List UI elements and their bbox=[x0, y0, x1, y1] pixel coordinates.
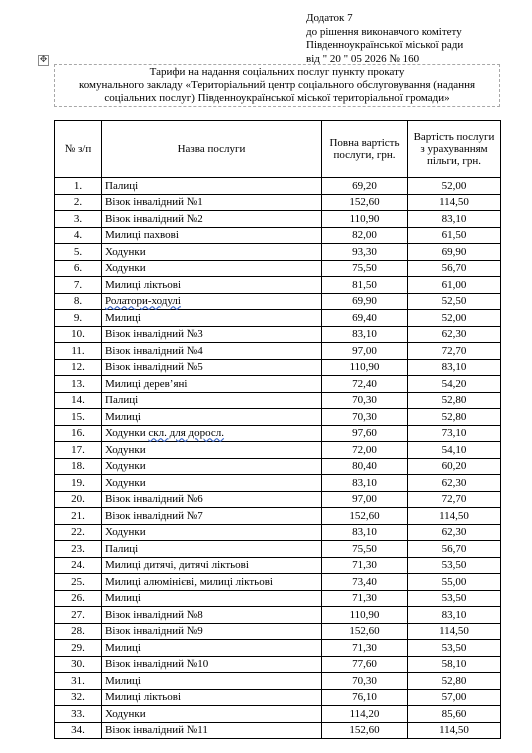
table-row bbox=[55, 491, 501, 508]
full-cost: 69,40 bbox=[322, 310, 408, 327]
table-row bbox=[55, 673, 501, 690]
service-name: Візок інвалідний №9 bbox=[102, 623, 322, 640]
discount-cost: 61,00 bbox=[408, 277, 501, 294]
table-row bbox=[55, 590, 501, 607]
full-cost: 77,60 bbox=[322, 656, 408, 673]
service-name: Візок інвалідний №5 bbox=[102, 359, 322, 376]
service-name: Милиці ліктьові bbox=[102, 689, 322, 706]
full-cost: 110,90 bbox=[322, 359, 408, 376]
row-number: 22. bbox=[55, 524, 102, 541]
service-name: Милиці bbox=[102, 590, 322, 607]
discount-cost: 52,50 bbox=[408, 293, 501, 310]
full-cost: 110,90 bbox=[322, 607, 408, 624]
row-number: 2. bbox=[55, 194, 102, 211]
appendix-council: Південноукраїнської міської ради bbox=[306, 39, 464, 51]
title-line-2: комунального закладу «Територіальний центр соціального обслуговування (надання bbox=[78, 79, 476, 91]
discount-cost: 52,80 bbox=[408, 409, 501, 426]
row-number: 20. bbox=[55, 491, 102, 508]
table-row bbox=[55, 277, 501, 294]
service-name: Милиці bbox=[102, 409, 322, 426]
full-cost: 69,90 bbox=[322, 293, 408, 310]
table-row bbox=[55, 722, 501, 739]
full-cost: 72,40 bbox=[322, 376, 408, 393]
full-cost: 97,60 bbox=[322, 425, 408, 442]
table-row bbox=[55, 392, 501, 409]
discount-cost: 114,50 bbox=[408, 194, 501, 211]
service-name: Милиці пахвові bbox=[102, 227, 322, 244]
table-row bbox=[55, 376, 501, 393]
discount-cost: 69,90 bbox=[408, 244, 501, 261]
table-row bbox=[55, 524, 501, 541]
table-row bbox=[55, 409, 501, 426]
table-row bbox=[55, 623, 501, 640]
full-cost: 152,60 bbox=[322, 623, 408, 640]
service-name: Ходунки bbox=[102, 524, 322, 541]
service-name: Милиці дерев’яні bbox=[102, 376, 322, 393]
discount-cost: 62,30 bbox=[408, 524, 501, 541]
discount-cost: 83,10 bbox=[408, 359, 501, 376]
row-number: 14. bbox=[55, 392, 102, 409]
full-cost: 152,60 bbox=[322, 508, 408, 525]
row-number: 4. bbox=[55, 227, 102, 244]
full-cost: 82,00 bbox=[322, 227, 408, 244]
table-row bbox=[55, 475, 501, 492]
full-cost: 110,90 bbox=[322, 211, 408, 228]
row-number: 6. bbox=[55, 260, 102, 277]
discount-cost: 72,70 bbox=[408, 343, 501, 360]
table-body bbox=[55, 178, 501, 739]
service-name: Візок інвалідний №6 bbox=[102, 491, 322, 508]
row-number: 15. bbox=[55, 409, 102, 426]
full-cost: 71,30 bbox=[322, 557, 408, 574]
table-row bbox=[55, 689, 501, 706]
appendix-number: Додаток 7 bbox=[306, 12, 353, 24]
service-name: Візок інвалідний №4 bbox=[102, 343, 322, 360]
discount-cost: 58,10 bbox=[408, 656, 501, 673]
table-row bbox=[55, 211, 501, 228]
row-number: 30. bbox=[55, 656, 102, 673]
full-cost: 70,30 bbox=[322, 409, 408, 426]
table-row bbox=[55, 194, 501, 211]
table-row bbox=[55, 293, 501, 310]
full-cost: 152,60 bbox=[322, 722, 408, 739]
discount-cost: 114,50 bbox=[408, 722, 501, 739]
row-number: 12. bbox=[55, 359, 102, 376]
service-name: Візок інвалідний №11 bbox=[102, 722, 322, 739]
service-name: Ходунки bbox=[102, 244, 322, 261]
table-row bbox=[55, 607, 501, 624]
row-number: 5. bbox=[55, 244, 102, 261]
discount-cost: 53,50 bbox=[408, 557, 501, 574]
discount-cost: 52,00 bbox=[408, 310, 501, 327]
appendix-date: від " 20 " 05 2026 № 160 bbox=[306, 52, 420, 65]
tariff-table bbox=[54, 120, 501, 739]
header-discount-cost: Вартість послуги з урахуванням пільги, грн. bbox=[408, 121, 501, 178]
row-number: 13. bbox=[55, 376, 102, 393]
discount-cost: 62,30 bbox=[408, 475, 501, 492]
row-number: 25. bbox=[55, 574, 102, 591]
full-cost: 83,10 bbox=[322, 475, 408, 492]
table-row bbox=[55, 574, 501, 591]
full-cost: 70,30 bbox=[322, 392, 408, 409]
full-cost: 81,50 bbox=[322, 277, 408, 294]
row-number: 32. bbox=[55, 689, 102, 706]
row-number: 8. bbox=[55, 293, 102, 310]
row-number: 24. bbox=[55, 557, 102, 574]
full-cost: 75,50 bbox=[322, 260, 408, 277]
discount-cost: 56,70 bbox=[408, 541, 501, 558]
table-row bbox=[55, 425, 501, 442]
service-name: Візок інвалідний №7 bbox=[102, 508, 322, 525]
row-number: 28. bbox=[55, 623, 102, 640]
table-row bbox=[55, 244, 501, 261]
full-cost: 75,50 bbox=[322, 541, 408, 558]
header-full-cost: Повна вартість послуги, грн. bbox=[322, 121, 408, 178]
discount-cost: 57,00 bbox=[408, 689, 501, 706]
move-anchor-icon[interactable]: ✥ bbox=[39, 55, 48, 65]
table-row bbox=[55, 310, 501, 327]
discount-cost: 52,80 bbox=[408, 673, 501, 690]
row-number: 18. bbox=[55, 458, 102, 475]
full-cost: 83,10 bbox=[322, 326, 408, 343]
discount-cost: 85,60 bbox=[408, 706, 501, 723]
service-name: Милиці bbox=[102, 640, 322, 657]
table-row bbox=[55, 260, 501, 277]
appendix-header bbox=[306, 12, 516, 66]
service-name: Ходунки bbox=[102, 260, 322, 277]
table-row bbox=[55, 706, 501, 723]
discount-cost: 52,80 bbox=[408, 392, 501, 409]
document-title bbox=[54, 64, 500, 107]
table-row bbox=[55, 359, 501, 376]
table-row bbox=[55, 508, 501, 525]
full-cost: 93,30 bbox=[322, 244, 408, 261]
service-name: Милиці дитячі, дитячі ліктьові bbox=[102, 557, 322, 574]
discount-cost: 114,50 bbox=[408, 508, 501, 525]
table-row bbox=[55, 227, 501, 244]
row-number: 26. bbox=[55, 590, 102, 607]
row-number: 31. bbox=[55, 673, 102, 690]
discount-cost: 72,70 bbox=[408, 491, 501, 508]
table-row bbox=[55, 343, 501, 360]
row-number: 29. bbox=[55, 640, 102, 657]
row-number: 1. bbox=[55, 178, 102, 195]
full-cost: 72,00 bbox=[322, 442, 408, 459]
service-name: Ходунки bbox=[102, 458, 322, 475]
service-name: Візок інвалідний №3 bbox=[102, 326, 322, 343]
table-row bbox=[55, 326, 501, 343]
discount-cost: 56,70 bbox=[408, 260, 501, 277]
full-cost: 114,20 bbox=[322, 706, 408, 723]
full-cost: 73,40 bbox=[322, 574, 408, 591]
full-cost: 69,20 bbox=[322, 178, 408, 195]
row-number: 3. bbox=[55, 211, 102, 228]
service-name: Палиці bbox=[102, 541, 322, 558]
discount-cost: 73,10 bbox=[408, 425, 501, 442]
full-cost: 97,00 bbox=[322, 343, 408, 360]
service-name: Ходунки bbox=[102, 706, 322, 723]
full-cost: 70,30 bbox=[322, 673, 408, 690]
full-cost: 76,10 bbox=[322, 689, 408, 706]
table-row bbox=[55, 458, 501, 475]
title-line-1: Тарифи на надання соціальних послуг пункту прокату bbox=[149, 66, 405, 78]
service-name: Милиці bbox=[102, 310, 322, 327]
table-header-row bbox=[55, 121, 501, 178]
table-row bbox=[55, 178, 501, 195]
service-name: Милиці bbox=[102, 673, 322, 690]
row-number: 34. bbox=[55, 722, 102, 739]
row-number: 16. bbox=[55, 425, 102, 442]
table-row bbox=[55, 557, 501, 574]
service-name: Палиці bbox=[102, 178, 322, 195]
service-name: Ролатори-ходулі bbox=[102, 293, 322, 310]
row-number: 7. bbox=[55, 277, 102, 294]
row-number: 33. bbox=[55, 706, 102, 723]
header-name: Назва послуги bbox=[102, 121, 322, 178]
service-name: Ходунки bbox=[102, 475, 322, 492]
service-name: Милиці алюмінієві, милиці ліктьові bbox=[102, 574, 322, 591]
service-name: Ходунки bbox=[102, 442, 322, 459]
row-number: 17. bbox=[55, 442, 102, 459]
discount-cost: 53,50 bbox=[408, 590, 501, 607]
full-cost: 80,40 bbox=[322, 458, 408, 475]
row-number: 21. bbox=[55, 508, 102, 525]
service-name: Візок інвалідний №10 bbox=[102, 656, 322, 673]
discount-cost: 114,50 bbox=[408, 623, 501, 640]
full-cost: 83,10 bbox=[322, 524, 408, 541]
row-number: 27. bbox=[55, 607, 102, 624]
service-name: Візок інвалідний №2 bbox=[102, 211, 322, 228]
full-cost: 152,60 bbox=[322, 194, 408, 211]
table-row bbox=[55, 656, 501, 673]
discount-cost: 54,20 bbox=[408, 376, 501, 393]
discount-cost: 52,00 bbox=[408, 178, 501, 195]
full-cost: 71,30 bbox=[322, 640, 408, 657]
appendix-decision: до рішення виконавчого комітету bbox=[306, 25, 462, 38]
row-number: 19. bbox=[55, 475, 102, 492]
discount-cost: 54,10 bbox=[408, 442, 501, 459]
row-number: 11. bbox=[55, 343, 102, 360]
table-row bbox=[55, 541, 501, 558]
discount-cost: 62,30 bbox=[408, 326, 501, 343]
discount-cost: 61,50 bbox=[408, 227, 501, 244]
discount-cost: 83,10 bbox=[408, 607, 501, 624]
row-number: 23. bbox=[55, 541, 102, 558]
table-row bbox=[55, 640, 501, 657]
discount-cost: 53,50 bbox=[408, 640, 501, 657]
header-num: № з/п bbox=[55, 121, 102, 178]
title-line-3: соціальних послуг) Південноукраїнської міської територіальної громади» bbox=[104, 92, 450, 104]
service-name: Милиці ліктьові bbox=[102, 277, 322, 294]
service-name: Палиці bbox=[102, 392, 322, 409]
service-name: Візок інвалідний №8 bbox=[102, 607, 322, 624]
discount-cost: 60,20 bbox=[408, 458, 501, 475]
discount-cost: 55,00 bbox=[408, 574, 501, 591]
row-number: 10. bbox=[55, 326, 102, 343]
full-cost: 71,30 bbox=[322, 590, 408, 607]
table-row bbox=[55, 442, 501, 459]
service-name: Ходунки скл. для доросл. bbox=[102, 425, 322, 442]
full-cost: 97,00 bbox=[322, 491, 408, 508]
row-number: 9. bbox=[55, 310, 102, 327]
discount-cost: 83,10 bbox=[408, 211, 501, 228]
service-name: Візок інвалідний №1 bbox=[102, 194, 322, 211]
